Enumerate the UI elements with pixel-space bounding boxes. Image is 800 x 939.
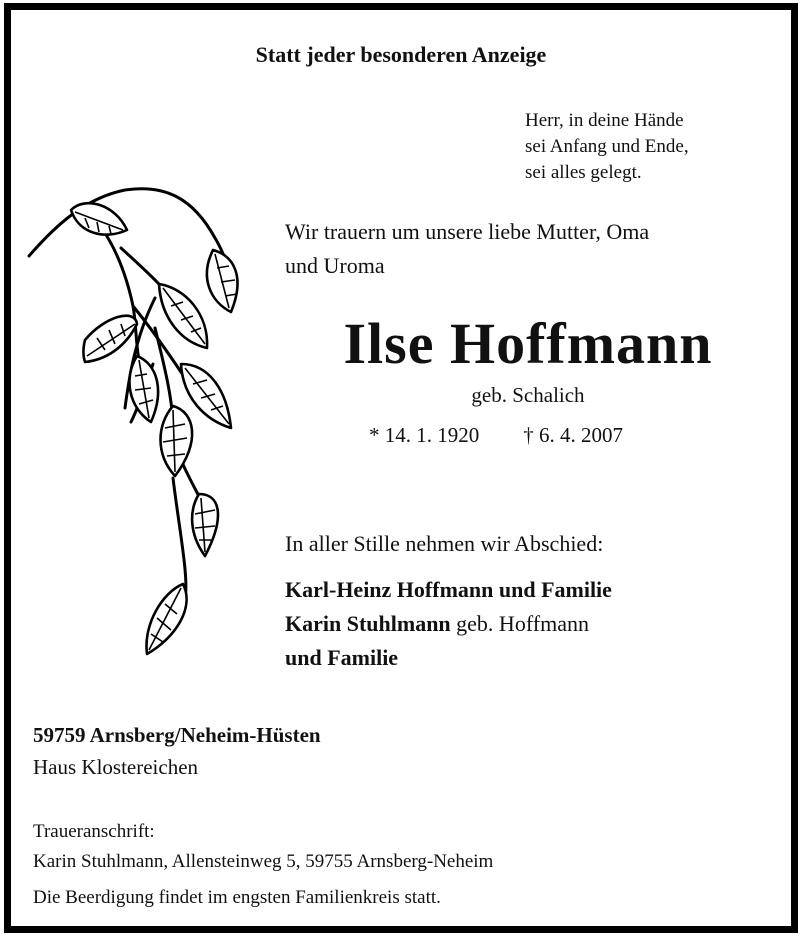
deceased-name: Ilse Hoffmann — [343, 311, 713, 376]
address-block — [33, 817, 493, 877]
address-text: Karin Stuhlmann, Allensteinweg 5, 59755 Arnsberg-Neheim — [33, 851, 494, 872]
mourner-name: Karin Stuhlmann — [285, 611, 451, 636]
death-date: † 6. 4. 2007 — [523, 423, 623, 447]
mourner-maiden: geb. Hoffmann — [450, 611, 589, 636]
quote-line: sei Anfang und Ende, — [525, 136, 689, 157]
place-sub: Haus Klostereichen — [33, 755, 199, 779]
bible-quote — [525, 108, 689, 186]
quote-line: sei alles gelegt. — [525, 162, 642, 183]
place-block — [33, 719, 321, 783]
mourners-list — [285, 573, 612, 675]
maiden-name: geb. Schalich — [471, 383, 585, 407]
intro-line: und Uroma — [285, 253, 385, 278]
intro-line: Wir trauern um unsere liebe Mutter, Oma — [285, 219, 650, 244]
birch-branch-icon — [25, 178, 255, 678]
funeral-note: Die Beerdigung findet im engsten Familienkreis statt. — [33, 887, 441, 908]
mourner-line: und Familie — [285, 645, 399, 670]
place-city: 59759 Arnsberg/Neheim-Hüsten — [33, 723, 321, 747]
birth-date: * 14. 1. 1920 — [369, 423, 480, 447]
intro-text — [285, 215, 649, 283]
obituary-notice — [4, 3, 798, 933]
address-label: Traueranschrift: — [33, 821, 155, 842]
farewell-text: In aller Stille nehmen wir Abschied: — [285, 531, 604, 556]
mourner-line: Karl-Heinz Hoffmann und Familie — [285, 577, 612, 602]
quote-line: Herr, in deine Hände — [525, 110, 684, 131]
notice-header: Statt jeder besonderen Anzeige — [255, 42, 547, 67]
life-dates — [369, 423, 623, 448]
